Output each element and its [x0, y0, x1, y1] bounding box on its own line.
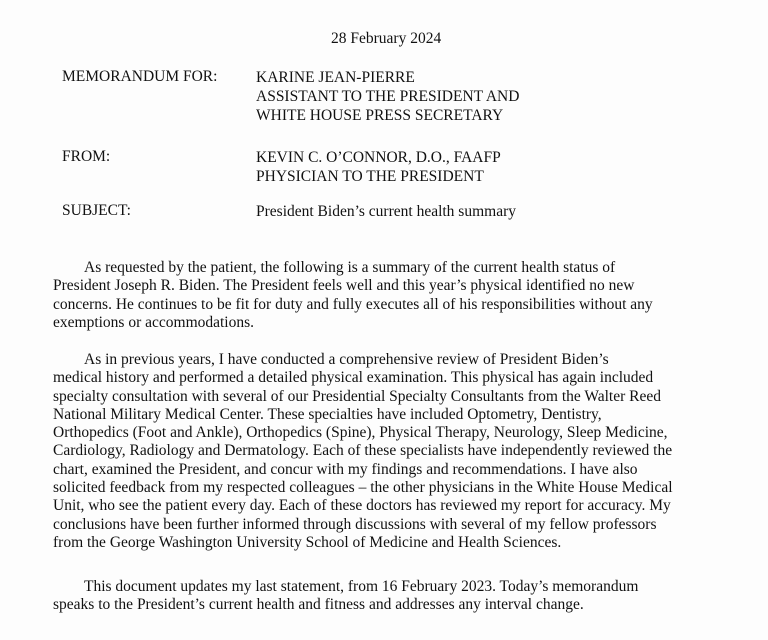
memo-for-recipient [256, 68, 519, 125]
paragraph-line: Orthopedics (Foot and Ankle), Orthopedics (Spine), Physical Therapy, Neurology, Sleep Medicine, [53, 424, 668, 442]
recipient-line: ASSISTANT TO THE PRESIDENT AND [256, 88, 520, 105]
paragraph-line: solicited feedback from my respected colleagues – the other physicians in the White House Medical [53, 479, 673, 497]
paragraph-line: from the George Washington University School of Medicine and Health Sciences. [53, 533, 562, 551]
paragraph-line: chart, examined the President, and concur with my findings and recommendations. I have also [53, 460, 638, 478]
paragraph-line: concerns. He continues to be fit for duty and fully executes all of his responsibilities without any [53, 295, 653, 313]
memo-subject-label: SUBJECT: [62, 202, 131, 219]
paragraph-line: medical history and performed a detailed physical examination. This physical has again included [53, 369, 654, 387]
memo-subject-text: President Biden’s current health summary [256, 203, 516, 220]
memo-date: 28 February 2024 [331, 30, 442, 47]
sender-line: KEVIN C. O’CONNOR, D.O., FAAFP [256, 149, 501, 166]
paragraph-line: exemptions or accommodations. [53, 313, 255, 331]
memo-from-sender [256, 148, 501, 186]
paragraph-line: National Military Medical Center. These specialties have included Optometry, Dentistry, [53, 405, 602, 423]
memo-for-label: MEMORANDUM FOR: [62, 68, 218, 85]
body-paragraph-2 [53, 351, 729, 552]
paragraph-line: This document updates my last statement, from 16 February 2023. Today’s memorandum [53, 578, 639, 595]
recipient-line: WHITE HOUSE PRESS SECRETARY [256, 107, 504, 124]
paragraph-line: As in previous years, I have conducted a comprehensive review of President Biden’s [53, 351, 609, 368]
paragraph-line: conclusions have been further informed through discussions with several of my fellow professors [53, 515, 657, 533]
paragraph-line: As requested by the patient, the following is a summary of the current health status of [53, 259, 616, 276]
paragraph-line: Cardiology, Radiology and Dermatology. Each of these specialists have independently reviewed the [53, 442, 673, 460]
paragraph-line: specialty consultation with several of our Presidential Specialty Consultants from the Walter Reed [53, 387, 661, 405]
body-paragraph-3 [53, 578, 729, 615]
paragraph-line: speaks to the President’s current health and fitness and addresses any interval change. [53, 596, 584, 614]
body-paragraph-1 [53, 259, 729, 332]
paragraph-line: President Joseph R. Biden. The President feels well and this year’s physical identified no new [53, 277, 635, 295]
sender-line: PHYSICIAN TO THE PRESIDENT [256, 168, 484, 185]
paragraph-line: Unit, who see the patient every day. Each of these doctors has reviewed my report for accuracy. My [53, 497, 671, 515]
recipient-line: KARINE JEAN-PIERRE [256, 69, 415, 86]
memo-from-label: FROM: [62, 148, 111, 165]
